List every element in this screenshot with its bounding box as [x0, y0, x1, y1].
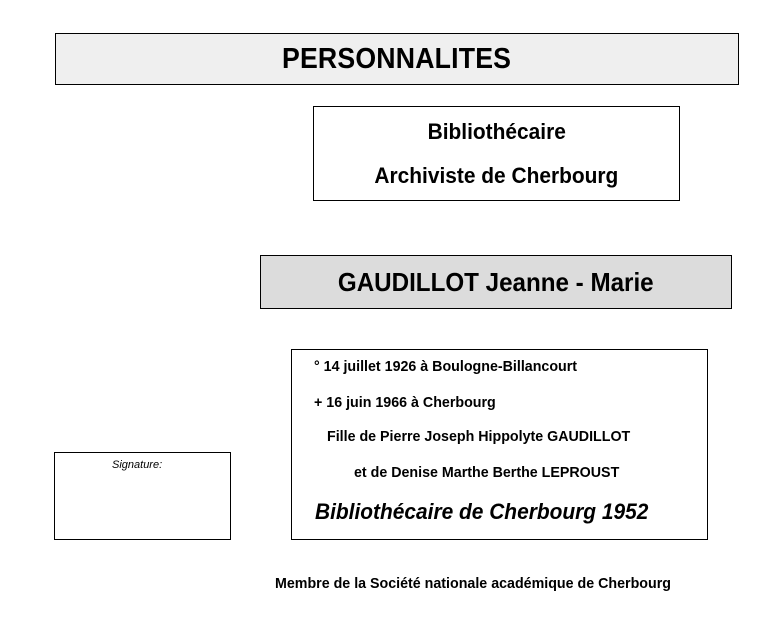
page-title: PERSONNALITES — [282, 42, 512, 75]
birth-text: ° 14 juillet 1926 à Boulogne-Billancourt — [314, 358, 578, 375]
person-name: GAUDILLOT Jeanne - Marie — [338, 266, 654, 297]
biography-box — [291, 349, 708, 540]
signature-label: Signature: — [112, 459, 163, 471]
signature-box — [54, 452, 231, 540]
role-line-2: Archiviste de Cherbourg — [374, 162, 619, 188]
mother-text: et de Denise Marthe Berthe LEPROUST — [354, 464, 620, 481]
person-name-banner — [260, 255, 732, 309]
membership-note — [275, 575, 692, 592]
role-line-1: Bibliothécaire — [427, 118, 566, 144]
mother-line — [354, 464, 633, 481]
death-text: + 16 juin 1966 à Cherbourg — [314, 394, 496, 411]
occupation-line — [315, 499, 666, 525]
page-title-banner — [55, 33, 739, 85]
father-line — [327, 428, 646, 445]
membership-text: Membre de la Société nationale académique de Cherbourg — [275, 575, 671, 592]
birth-line — [314, 358, 591, 375]
occupation-text: Bibliothécaire de Cherbourg 1952 — [315, 499, 649, 524]
role-box — [313, 106, 680, 201]
father-text: Fille de Pierre Joseph Hippolyte GAUDILLOT — [327, 428, 631, 445]
death-line — [314, 394, 505, 411]
